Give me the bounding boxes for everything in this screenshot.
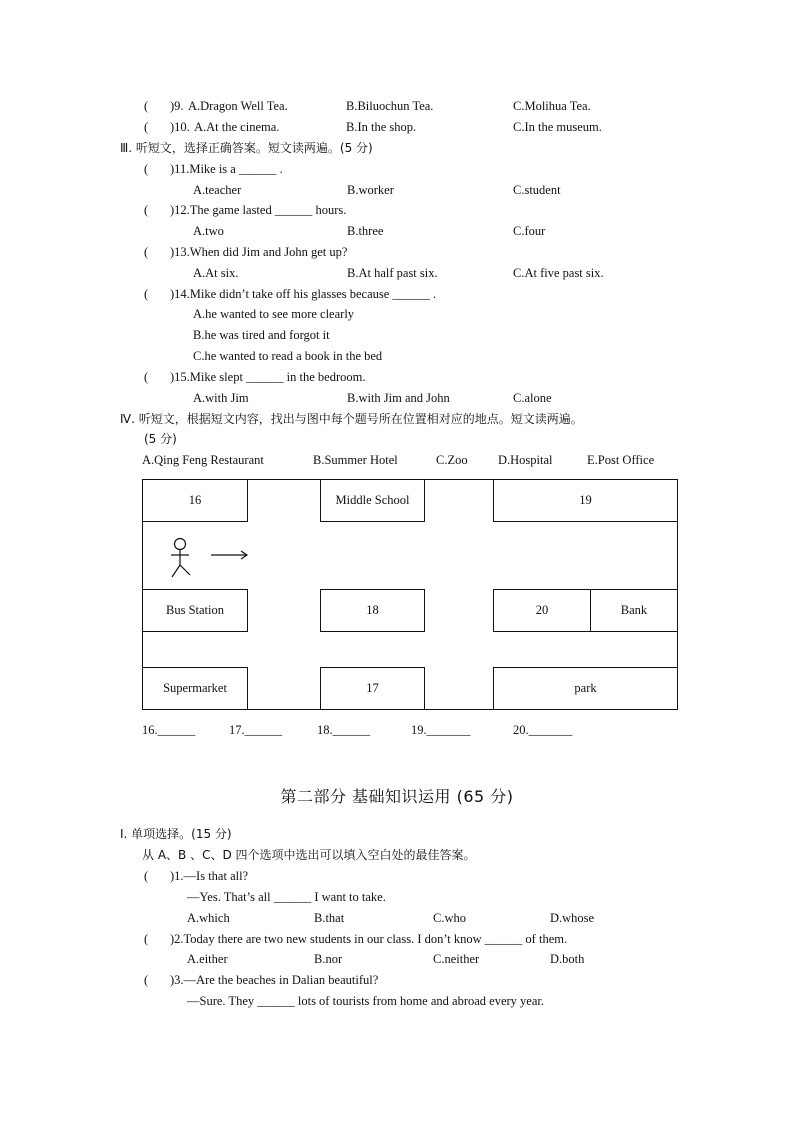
q9-option-a: A.Dragon Well Tea. <box>188 99 288 113</box>
q14-option-a: A.he wanted to see more clearly <box>193 307 355 321</box>
p2-q2-number: )2. <box>170 932 184 946</box>
blank-19[interactable]: 19._______ <box>411 723 471 737</box>
map-box-20: 20 <box>493 589 591 632</box>
q10-number: )10. <box>170 120 190 134</box>
map-supermarket: Supermarket <box>142 667 248 710</box>
blank-16[interactable]: 16.______ <box>142 723 196 737</box>
map-box-18: 18 <box>320 589 425 632</box>
p2-q1-option-b: B.that <box>314 911 345 925</box>
choice-b: B.Summer Hotel <box>313 453 398 467</box>
map-bank: Bank <box>590 589 678 632</box>
q15-option-c: C.alone <box>513 391 552 405</box>
q10-option-c: C.In the museum. <box>513 120 602 134</box>
p2-q1-paren: ( <box>144 869 149 883</box>
p2-q2-option-b: B.nor <box>314 952 343 966</box>
p2-q3-stem <box>170 972 378 988</box>
p2-q1-number: )1. <box>170 869 184 883</box>
q9-paren: ( <box>144 99 149 113</box>
map-box-17: 17 <box>320 667 425 710</box>
choice-d: D.Hospital <box>498 453 553 467</box>
map-box-19: 19 <box>493 479 678 522</box>
q14-text: Mike didn’t take off his glasses because ______ . <box>189 287 437 301</box>
q15-option-a: A.with Jim <box>193 391 249 405</box>
p2-q2-option-a: A.either <box>187 952 228 966</box>
q15-stem <box>170 369 365 385</box>
p2-q1-option-d: D.whose <box>550 911 595 925</box>
p2-q2-paren: ( <box>144 932 149 946</box>
arrow-right-icon <box>210 549 250 561</box>
p2-q1-option-a: A.which <box>187 911 230 925</box>
p2-q3-reply: —Sure. They ______ lots of tourists from home and abroad every year. <box>187 994 544 1008</box>
p2-q3-number: )3. <box>170 973 184 987</box>
q11-text: Mike is a ______ . <box>189 162 283 176</box>
q13-option-c: C.At five past six. <box>513 266 604 280</box>
p2-q1-option-c: C.who <box>433 911 466 925</box>
q12-stem <box>170 202 346 218</box>
p2-q2-option-d: D.both <box>550 952 585 966</box>
q11-option-a: A.teacher <box>193 183 242 197</box>
choice-c: C.Zoo <box>436 453 468 467</box>
map-bus-station: Bus Station <box>142 589 248 632</box>
q15-paren: ( <box>144 370 149 384</box>
q14-paren: ( <box>144 287 149 301</box>
q15-text: Mike slept ______ in the bedroom. <box>189 370 366 384</box>
q14-option-c: C.he wanted to read a book in the bed <box>193 349 383 363</box>
q10-paren: ( <box>144 120 149 134</box>
p2-q2-option-c: C.neither <box>433 952 480 966</box>
p2-q1-text: —Is that all? <box>183 869 249 883</box>
q14-option-b: B.he was tired and forgot it <box>193 328 330 342</box>
person-walking-icon <box>166 537 196 581</box>
q13-option-b: B.At half past six. <box>347 266 438 280</box>
p2-q1-stem <box>170 868 248 884</box>
q15-option-b: B.with Jim and John <box>347 391 450 405</box>
p2-q3-text: —Are the beaches in Dalian beautiful? <box>183 973 379 987</box>
q12-paren: ( <box>144 203 149 217</box>
map-box-16: 16 <box>142 479 248 522</box>
q12-option-a: A.two <box>193 224 224 238</box>
q9-option-c: C.Molihua Tea. <box>513 99 591 113</box>
part2-section1-heading: Ⅰ. 单项选择。(15 分) <box>120 827 232 841</box>
q13-stem <box>170 244 347 260</box>
q12-option-c: C.four <box>513 224 546 238</box>
q12-option-b: B.three <box>347 224 384 238</box>
q11-stem <box>170 161 283 177</box>
q14-stem <box>170 286 436 302</box>
part2-title: 第二部分 基础知识运用 (65 分) <box>280 787 514 806</box>
section4-heading: Ⅳ. 听短文，根据短文内容，找出与图中每个题号所在位置相对应的地点。短文读两遍。 <box>120 412 583 426</box>
q13-paren: ( <box>144 245 149 259</box>
section4-score: (5 分) <box>144 432 177 446</box>
q12-number: )12. <box>170 203 190 217</box>
q11-paren: ( <box>144 162 149 176</box>
q13-option-a: A.At six. <box>193 266 239 280</box>
q11-option-c: C.student <box>513 183 561 197</box>
q14-number: )14. <box>170 287 190 301</box>
blank-18[interactable]: 18.______ <box>317 723 371 737</box>
blank-20[interactable]: 20._______ <box>513 723 573 737</box>
map-park: park <box>493 667 678 710</box>
q11-option-b: B.worker <box>347 183 394 197</box>
blank-17[interactable]: 17.______ <box>229 723 283 737</box>
choice-a: A.Qing Feng Restaurant <box>142 453 264 467</box>
part2-instruction: 从 A、B 、C、D 四个选项中选出可以填入空白处的最佳答案。 <box>142 848 476 862</box>
q15-number: )15. <box>170 370 190 384</box>
p2-q2-stem <box>170 931 567 947</box>
q10-option-b: B.In the shop. <box>346 120 417 134</box>
p2-q3-paren: ( <box>144 973 149 987</box>
p2-q2-text: Today there are two new students in our class. I don’t know ______ of them. <box>183 932 568 946</box>
choice-e: E.Post Office <box>587 453 655 467</box>
q10-option-a: A.At the cinema. <box>194 120 280 134</box>
q9-option-b: B.Biluochun Tea. <box>346 99 434 113</box>
q9-number: )9. <box>170 99 184 113</box>
q11-number: )11. <box>170 162 190 176</box>
map-middle-school: Middle School <box>320 479 425 522</box>
section3-heading: Ⅲ. 听短文，选择正确答案。短文读两遍。(5 分) <box>120 141 373 155</box>
q12-text: The game lasted ______ hours. <box>189 203 347 217</box>
q13-number: )13. <box>170 245 190 259</box>
q13-text: When did Jim and John get up? <box>189 245 348 259</box>
p2-q1-reply: —Yes. That’s all ______ I want to take. <box>187 890 386 904</box>
